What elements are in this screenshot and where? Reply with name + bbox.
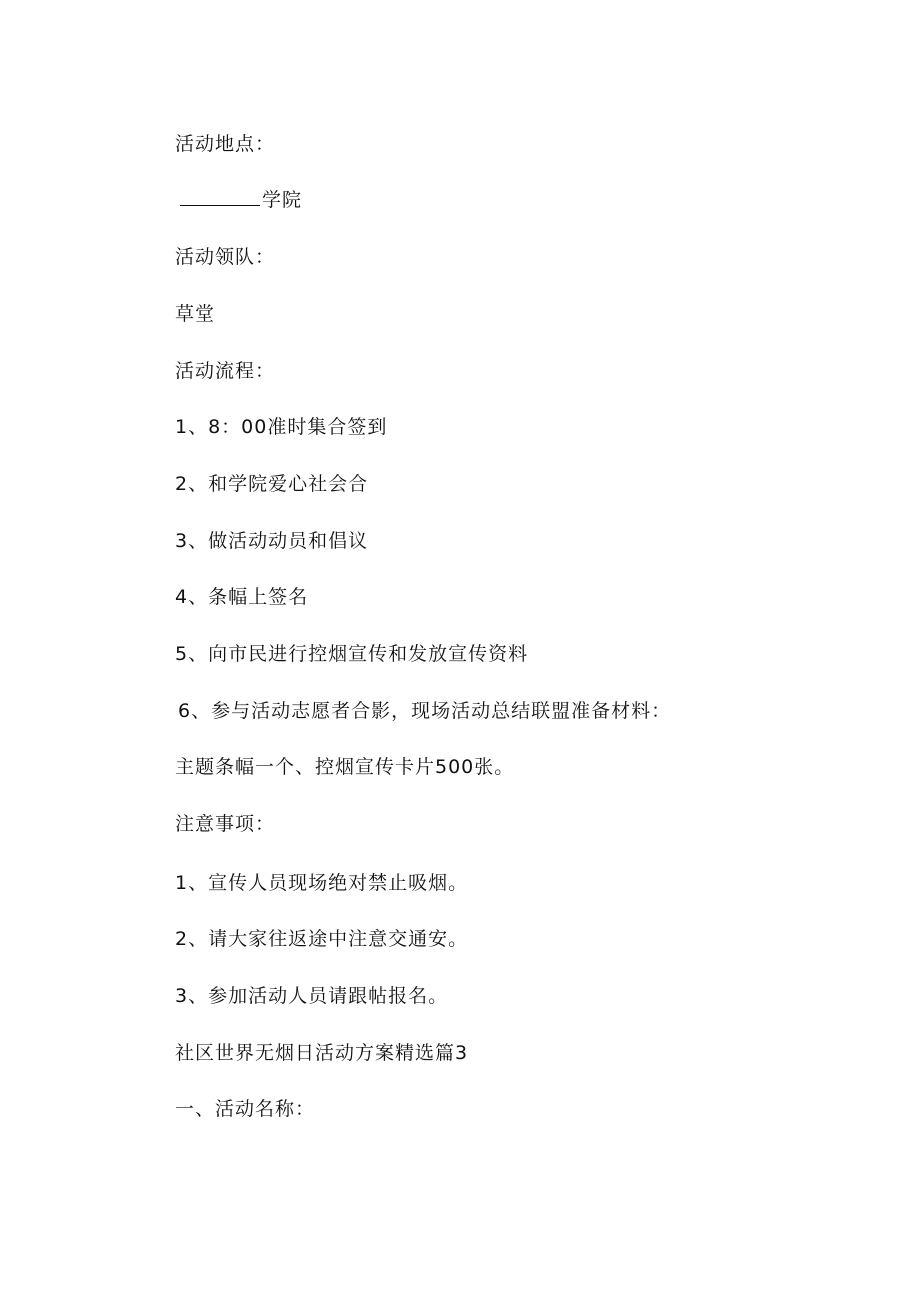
section-title: 社区世界无烟日活动方案精选篇3 — [175, 1042, 469, 1064]
leader-heading: 活动领队： — [175, 246, 276, 268]
location-value-text: 学院 — [262, 189, 303, 211]
location-heading: 活动地点： — [175, 133, 276, 155]
process-step-2: 2、和学院爱心社会合 — [175, 473, 369, 495]
process-step-1: 1、8：00准时集合签到 — [175, 416, 388, 438]
fill-in-blank — [180, 189, 260, 206]
process-step-6: 6、参与活动志愿者合影，现场活动总结联盟准备材料： — [178, 700, 672, 722]
process-step-5: 5、向市民进行控烟宣传和发放宣传资料 — [175, 643, 529, 665]
notes-heading: 注意事项： — [175, 813, 276, 835]
process-step-3: 3、做活动动员和倡议 — [175, 530, 369, 552]
note-3: 3、参加活动人员请跟帖报名。 — [175, 985, 449, 1007]
note-1: 1、宣传人员现场绝对禁止吸烟。 — [175, 872, 469, 894]
note-2: 2、请大家往返途中注意交通安。 — [175, 928, 469, 950]
location-value — [180, 188, 302, 212]
materials-line: 主题条幅一个、控烟宣传卡片500张。 — [175, 756, 515, 778]
leader-value: 草堂 — [175, 303, 216, 325]
activity-name-heading: 一、活动名称： — [175, 1098, 316, 1120]
process-heading: 活动流程： — [175, 360, 276, 382]
process-step-4: 4、条幅上签名 — [175, 586, 309, 608]
